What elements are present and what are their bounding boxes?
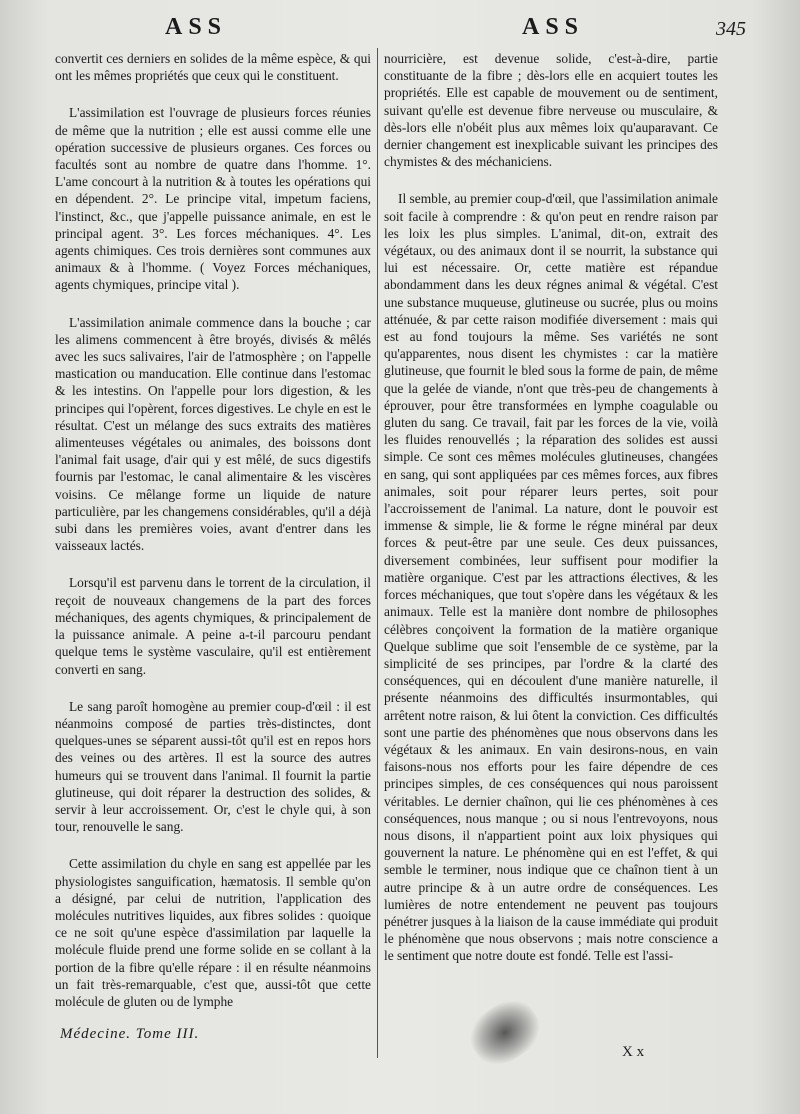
paragraph: Il semble, au premier coup-d'œil, que l'assimilation animale soit facile à comprendre : & qu'on peut en rendre raison par les loix les plus simples. L'animal, dit-on, extrait des végétaux, ou des animaux dont il se nourrit, la substance qui lui est nécessaire. Or, cette matière est répandue abondamment dans les deux régnes animal & végétal. C'est une substance muqueuse, glutineuse ou sucrée, plus ou moins atténuée, & par cette raison modifiée diversement : mais qui est au fond toujours la même. Ses variétés ne sont qu'apparentes, nous disent les chymistes : car la matière glutineuse, que fournit le bled sous la forme de pain, de même que la gelée de viande, n'ont que très-peu de changements à éprouver, pour être transformées en lymphe coagulable ou gluten du sang. Ce travail, fait par les forces de la vie, voilà les fluides renouvellés ; la réparation des solides est aussi simple. Ce sont ces mêmes molécules glutineuses, changées en sang, qui sont appliquées par ces mêmes forces, aux fibres animales, soit pour réparer leurs pertes, soit pour l'accroissement de l'animal. La nature, dont le pouvoir est immense & simple, lie & forme le régne minéral par deux forces & peut-être par une seule. Ces deux puissances, diversement combinées, leur suffisent pour modifier la matière organique. C'est par les attractions électives, & les forces méchaniques, que tout s'opère dans les végétaux & les animaux. Telle est la manière dont nombre de philosophes célèbres conçoivent la formation de la matière organique Quelque sublime que soit l'ensemble de ce système, par la simplicité de ses principes, par l'ordre & la clarté des conséquences, qui en découlent d'une manière naturelle, il présente néanmoins des difficultés insurmontables, qui arrêtent notre raison, & lui ôtent la conviction. Ces difficultés sont une partie des phénomènes que nous observons dans les végétaux & les animaux. En vain desirons-nous, en vain faisons-nous nos efforts pour les faire dépendre de ces principes simples, de ces conséquences qui nous paroissent véritables. Le dernier chaînon, qui lie ces phénomènes à ces conséquences, nous manque ; ou si nous l'entrevoyons, nous nous disons, il n'appartient point aux loix physiques qui gouvernent la nature. Le phénomène qui en est l'effet, & qui semble le terminer, nous indique que ce chaînon tient à un autre principe & à un autre ordre de conséquences. Les lumières de notre entendement ne peuvent pas toujours pénétrer jusques à la liaison de la cause immédiate qui produit le phénomène que nous observons ; mais notre conscience a le sentiment que notre doute est fondé. Telle est l'assi- (384, 191, 718, 964)
paragraph: nourricière, est devenue solide, c'est-à-dire, partie constituante de la fibre ; dès-lors elle en acquiert toutes les propriétés. Elle est capable de mouvement ou de sentiment, suivant qu'elle est devenue fibre nerveuse ou musculaire, & dès-lors elle n'obéit plus aux mêmes loix qu'auparavant. Ce dernier changement est inexplicable suivant les principes des chymistes & des méchaniciens. (384, 51, 718, 170)
paragraph: Lorsqu'il est parvenu dans le torrent de la circulation, il reçoit de nouveaux changemens de la part des forces méchaniques, des agents chymiques, & principalement de la puissance animale. A peine a-t-il parcouru pendant quelque tems le système vasculaire, qu'il est entièrement converti en sang. (55, 575, 371, 677)
volume-footer: Médecine. Tome III. (60, 1026, 200, 1042)
ink-smudge (461, 990, 550, 1075)
right-column (384, 50, 718, 985)
paragraph: Le sang paroît homogène au premier coup-d'œil : il est néanmoins composé de parties très-distinctes, dont quelques-unes se séparent aussi-tôt qu'il est en repos hors des veines ou des artères. Il est la source des autres humeurs qui se trouvent dans l'animal. Il fournit la partie glutineuse, qui doit réparer la destruction des solides, & servir à leur accroissement. Or, c'est le chyle qui, à son tour, renouvelle le sang. (55, 698, 371, 835)
page-header (0, 14, 800, 42)
signature-mark: X x (622, 1044, 645, 1060)
left-column (55, 50, 371, 1030)
column-rule (377, 48, 378, 1058)
paragraph: convertit ces derniers en solides de la même espèce, & qui ont les mêmes propriétés que ceux qui le constituent. (55, 51, 371, 84)
paragraph: L'assimilation est l'ouvrage de plusieurs forces réunies de même que la nutrition ; elle est aussi comme elle une opération successive de plusieurs organes. Ces forces ou facultés sont au nombre de quatre dans l'homme. 1°. L'ame concourt à la nutrition & à toutes les opérations qui en dépendent. 2°. Le principe vital, impetum faciens, l'instinct, &c., que j'appelle puissance animale, en est le principal agent. 3°. Les forces méchaniques. 4°. Les agents chimiques. Ces trois dernières sont communes aux animaux & à l'homme. ( Voyez Forces méchaniques, agents chymiques, principe vital ). (55, 105, 371, 293)
paragraph: L'assimilation animale commence dans la bouche ; car les alimens commencent à être broyés, divisés & mêlés avec les sucs salivaires, l'air de l'atmosphère ; on l'appelle mastication ou manducation. Elle continue dans l'estomac & les intestins. On l'appelle pour lors digestion, & les principes qui l'opèrent, forces digestives. Le chyle en est le résultat. C'est un mélange des sucs extraits des matières alimenteuses végétales ou animales, des boissons dont l'animal fait usage, d'air qui y est mêlé, de sucs digestifs fournis par l'estomac, le canal alimentaire & les viscères voisins. Ce mêlange forme un liquide de nature particulière, par les changemens considérables, qu'il a déjà subi dans les premières voies, avant d'entrer dans les vaisseaux lactés. (55, 314, 371, 554)
page-number: 345 (716, 18, 746, 40)
running-head-left: ASS (165, 14, 228, 40)
running-head-right: ASS (522, 14, 585, 40)
paragraph: Cette assimilation du chyle en sang est appellée par les physiologistes sanguification, hæmatosis. Il semble qu'on a désigné, par celui de nutrition, l'application des molécules nutritives liquides, aux fibres solides : quoique ce ne soit qu'une espèce d'assimilation par laquelle la molécule fluide prend une forme solide en se collant à la portion de la fibre qu'elle répare : il en résulte néanmoins un fait très-remarquable, c'est que, aussi-tôt que cette molécule de gluten ou de lymphe (55, 856, 371, 1009)
